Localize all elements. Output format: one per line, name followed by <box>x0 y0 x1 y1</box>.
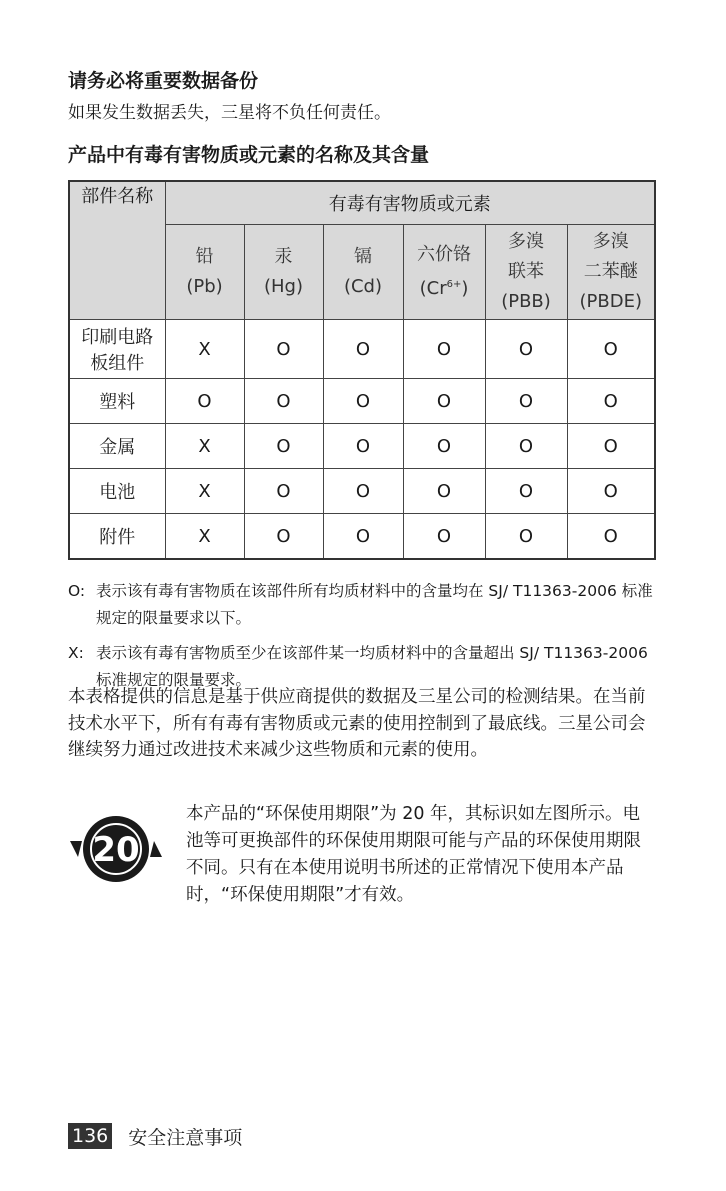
value-cell: X <box>165 469 244 514</box>
substance-symbol: (PBB) <box>501 291 551 312</box>
backup-text: 如果发生数据丢失，三星将不负任何责任。 <box>68 103 391 123</box>
part-name-cell: 塑料 <box>69 379 165 424</box>
eco-icon-number: 20 <box>92 830 140 870</box>
value-cell: X <box>165 514 244 560</box>
legend-key: X: <box>68 644 84 662</box>
substance-header-0 <box>165 225 244 320</box>
part-name-cell: 印刷电路 板组件 <box>69 320 165 379</box>
substance-symbol-sup: 6+ <box>446 279 462 290</box>
value-cell: O <box>567 320 655 379</box>
value-cell: O <box>403 469 485 514</box>
table-row <box>69 424 655 469</box>
value-cell: O <box>244 469 323 514</box>
substance-name: 汞 <box>274 246 293 267</box>
backup-heading: 请务必将重要数据备份 <box>68 70 259 92</box>
substance-name: 多溴 二苯醚 <box>583 231 638 282</box>
table-body <box>69 320 655 560</box>
part-name-cell: 金属 <box>69 424 165 469</box>
value-cell: O <box>485 320 567 379</box>
value-cell: O <box>567 379 655 424</box>
value-cell: X <box>165 320 244 379</box>
value-cell: O <box>244 320 323 379</box>
value-cell: O <box>567 424 655 469</box>
legend-text: 表示该有毒有害物质至少在该部件某一均质材料中的含量超出 SJ/ T11363-2006 标准规定的限量要求。 <box>96 644 648 689</box>
substance-symbol: (PBDE) <box>579 291 642 312</box>
table-row <box>69 379 655 424</box>
substance-header-2 <box>323 225 403 320</box>
substance-header-3 <box>403 225 485 320</box>
value-cell: O <box>403 424 485 469</box>
value-cell: O <box>485 469 567 514</box>
part-name-cell: 附件 <box>69 514 165 560</box>
value-cell: O <box>323 379 403 424</box>
value-cell: O <box>165 379 244 424</box>
value-cell: O <box>403 379 485 424</box>
table-row <box>69 320 655 379</box>
substance-name: 多溴 联苯 <box>508 231 544 282</box>
section-title: 安全注意事项 <box>128 1126 243 1149</box>
legend-text: 表示该有毒有害物质在该部件所有均质材料中的含量均在 SJ/ T11363-2006 标准规定的限量要求以下。 <box>96 582 653 627</box>
page-footer <box>68 1122 242 1150</box>
table-row <box>69 469 655 514</box>
substance-symbol-close: ) <box>461 278 469 299</box>
value-cell: O <box>323 514 403 560</box>
value-cell: O <box>567 469 655 514</box>
page-number: 136 <box>68 1123 112 1149</box>
hazardous-substances-table <box>68 180 656 560</box>
substance-symbol: (Pb) <box>186 276 223 297</box>
substance-header-4 <box>485 225 567 320</box>
value-cell: O <box>403 514 485 560</box>
legend-note <box>68 578 658 632</box>
value-cell: O <box>567 514 655 560</box>
substance-header-1 <box>244 225 323 320</box>
part-name-cell: 电池 <box>69 469 165 514</box>
substance-name: 六价铬 <box>417 244 471 265</box>
value-cell: O <box>485 379 567 424</box>
substance-symbol: (Cr <box>419 278 447 299</box>
value-cell: O <box>485 514 567 560</box>
value-cell: O <box>244 514 323 560</box>
value-cell: O <box>485 424 567 469</box>
value-cell: O <box>403 320 485 379</box>
table-row <box>69 514 655 560</box>
substance-symbol: (Cd) <box>343 276 383 297</box>
substance-name: 铅 <box>195 246 214 267</box>
value-cell: X <box>165 424 244 469</box>
value-cell: O <box>244 379 323 424</box>
table-heading: 产品中有毒有害物质或元素的名称及其含量 <box>68 144 430 166</box>
substance-group-header: 有毒有害物质或元素 <box>165 181 655 225</box>
legend-key: O: <box>68 582 86 600</box>
value-cell: O <box>323 469 403 514</box>
eco-text: 本产品的“环保使用期限”为 20 年，其标识如左图所示。电池等可更换部件的环保使用期限可能与产品的环保使用期限不同。只有在本使用说明书所述的正常情况下使用本产品时，“环保使用期限”才有效。 <box>186 804 641 905</box>
part-name-header: 部件名称 <box>69 181 165 320</box>
info-paragraph: 本表格提供的信息是基于供应商提供的数据及三星公司的检测结果。在当前技术水平下，所有有毒有害物质或元素的使用控制到了最底线。三星公司会继续努力通过改进技术来减少这些物质和元素的使用。 <box>68 687 646 760</box>
value-cell: O <box>323 424 403 469</box>
value-cell: O <box>323 320 403 379</box>
substance-name: 镉 <box>354 246 372 267</box>
environmental-protection-period-icon <box>68 801 164 897</box>
substance-header-5 <box>567 225 655 320</box>
substance-symbol: (Hg) <box>263 276 303 297</box>
value-cell: O <box>244 424 323 469</box>
